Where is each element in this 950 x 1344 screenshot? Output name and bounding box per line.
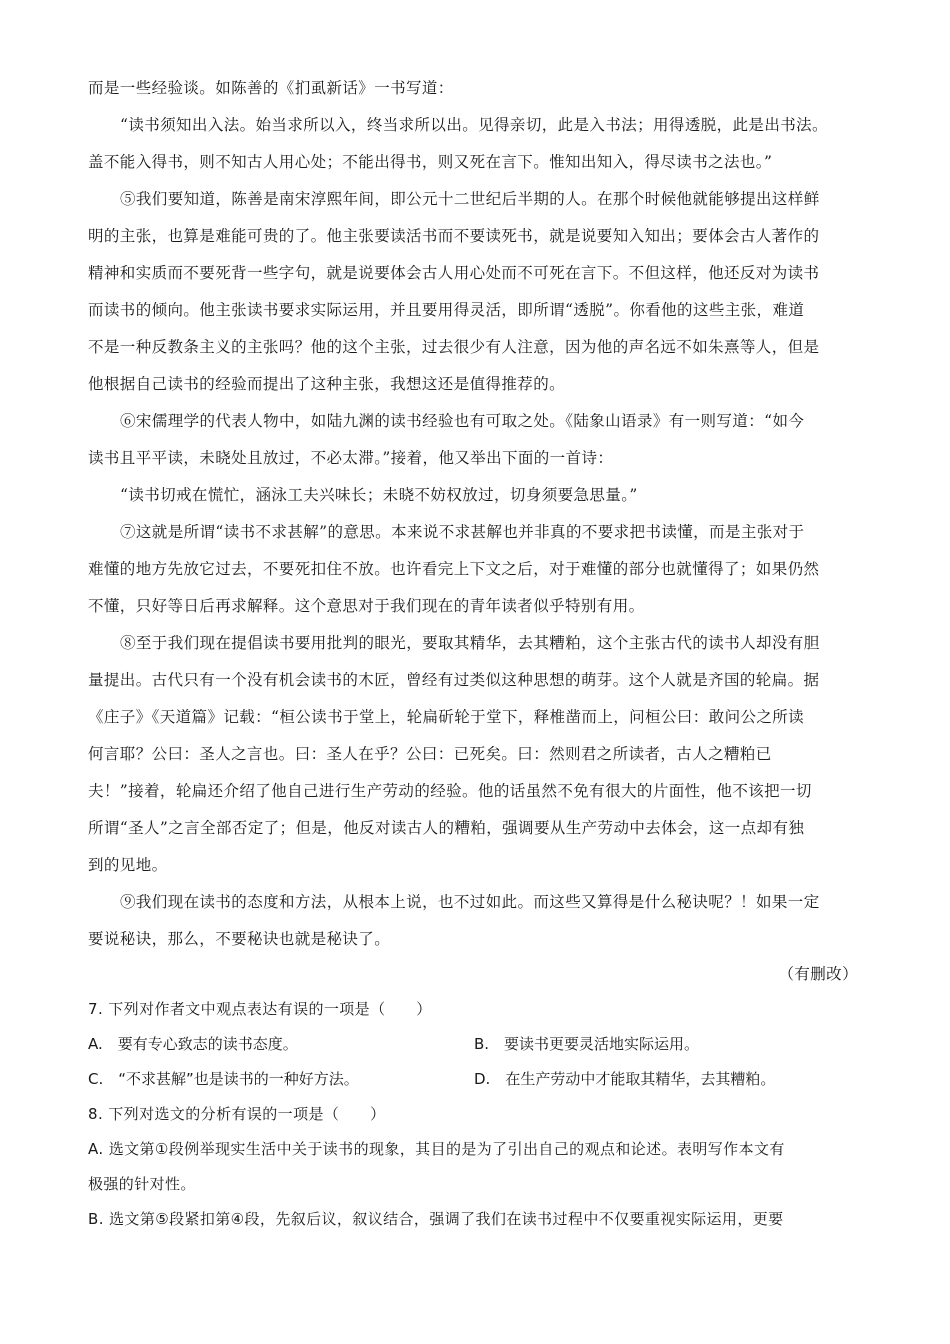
passage-line: 读书且平平读，未晓处且放过，不必太滞。”接着，他又举出下面的一首诗： [88, 449, 614, 467]
question-7-option-b[interactable]: B. 要读书更要灵活地实际运用。 [474, 1035, 700, 1053]
passage-line: 盖不能入得书，则不知古人用心处；不能出得书，则又死在言下。惟知出知入，得尽读书之法也。” [88, 153, 773, 171]
paragraph-6-start: ⑥宋儒理学的代表人物中，如陆九渊的读书经验也有可取之处。《陆象山语录》有一则写道：“如今 [120, 412, 805, 430]
passage-line: 不是一种反教条主义的主张吗？他的这个主张，过去很少有人注意，因为他的声名远不如朱熹等人，但是 [88, 338, 820, 356]
passage-line: 所谓“圣人”之言全部否定了；但是，他反对读古人的糟粕，强调要从生产劳动中去体会，这一点却有独 [88, 819, 805, 837]
source-note: （有删改） [778, 965, 858, 983]
question-7-option-d[interactable]: D. 在生产劳动中才能取其精华，去其糟粕。 [474, 1070, 776, 1088]
passage-line: 何言耶？公曰：圣人之言也。曰：圣人在乎？公曰：已死矣。曰：然则君之所读者，古人之糟粕已 [88, 745, 772, 763]
question-8-option-b[interactable]: B. 选文第⑤段紧扣第④段，先叙后议，叙议结合，强调了我们在读书过程中不仅要重视实际运用，更要 [88, 1210, 784, 1228]
question-8-stem: 8. 下列对选文的分析有误的一项是（ ） [88, 1105, 386, 1123]
question-7-option-a[interactable]: A. 要有专心致志的读书态度。 [88, 1035, 298, 1053]
passage-line: 《庄子》《天道篇》记载：“桓公读书于堂上，轮扁斫轮于堂下，释椎凿而上，问桓公曰：敢问公之所读 [88, 708, 805, 726]
passage-line: 明的主张，也算是难能可贵的了。他主张要读活书而不要读死书，就是说要知入知出；要体会古人著作的 [88, 227, 820, 245]
paragraph-7-start: ⑦这就是所谓“读书不求甚解”的意思。本来说不求甚解也并非真的不要求把书读懂，而是主张对于 [120, 523, 805, 541]
paragraph-9-start: ⑨我们现在读书的态度和方法，从根本上说，也不过如此。而这些又算得是什么秘诀呢？！如果一定 [120, 893, 820, 911]
passage-line: “读书须知出入法。始当求所以入，终当求所以出。见得亲切，此是入书法；用得透脱，此是出书法。 [120, 116, 828, 134]
passage-line: 要说秘诀，那么，不要秘诀也就是秘诀了。 [88, 930, 391, 948]
passage-line: 不懂，只好等日后再求解释。这个意思对于我们现在的青年读者似乎特别有用。 [88, 597, 645, 615]
passage-line: 他根据自己读书的经验而提出了这种主张，我想这还是值得推荐的。 [88, 375, 566, 393]
paragraph-8-start: ⑧至于我们现在提倡读书要用批判的眼光，要取其精华，去其糟粕，这个主张古代的读书人却没有胆 [120, 634, 820, 652]
question-7-option-c[interactable]: C. “不求甚解”也是读书的一种好方法。 [88, 1070, 359, 1088]
question-8-option-a-cont: 极强的针对性。 [88, 1175, 196, 1193]
passage-line: 到的见地。 [88, 856, 168, 874]
paragraph-5-start: ⑤我们要知道，陈善是南宋淳熙年间，即公元十二世纪后半期的人。在那个时候他就能够提出这样鲜 [120, 190, 820, 208]
passage-line: 精神和实质而不要死背一些字句，就是说要体会古人用心处而不可死在言下。不但这样，他还反对为读书 [88, 264, 820, 282]
passage-line: 而读书的倾向。他主张读书要求实际运用，并且要用得灵活，即所谓“透脱”。你看他的这些主张，难道 [88, 301, 805, 319]
question-8-option-a[interactable]: A. 选文第①段例举现实生活中关于读书的现象，其目的是为了引出自己的观点和论述。表明写作本文有 [88, 1140, 785, 1158]
passage-line: 量提出。古代只有一个没有机会读书的木匠，曾经有过类似这种思想的萌芽。这个人就是齐国的轮扁。据 [88, 671, 820, 689]
passage-line: 难懂的地方先放它过去，不要死扣住不放。也许看完上下文之后，对于难懂的部分也就懂得了；如果仍然 [88, 560, 820, 578]
passage-line: 夫！”接着，轮扁还介绍了他自己进行生产劳动的经验。他的话虽然不免有很大的片面性，他不该把一切 [88, 782, 812, 800]
passage-line: 而是一些经验谈。如陈善的《扪虱新话》一书写道： [88, 79, 454, 97]
poem-quote: “读书切戒在慌忙，涵泳工夫兴味长；未晓不妨权放过，切身须要急思量。” [120, 486, 638, 504]
question-7-stem: 7. 下列对作者文中观点表达有误的一项是（ ） [88, 1000, 432, 1018]
